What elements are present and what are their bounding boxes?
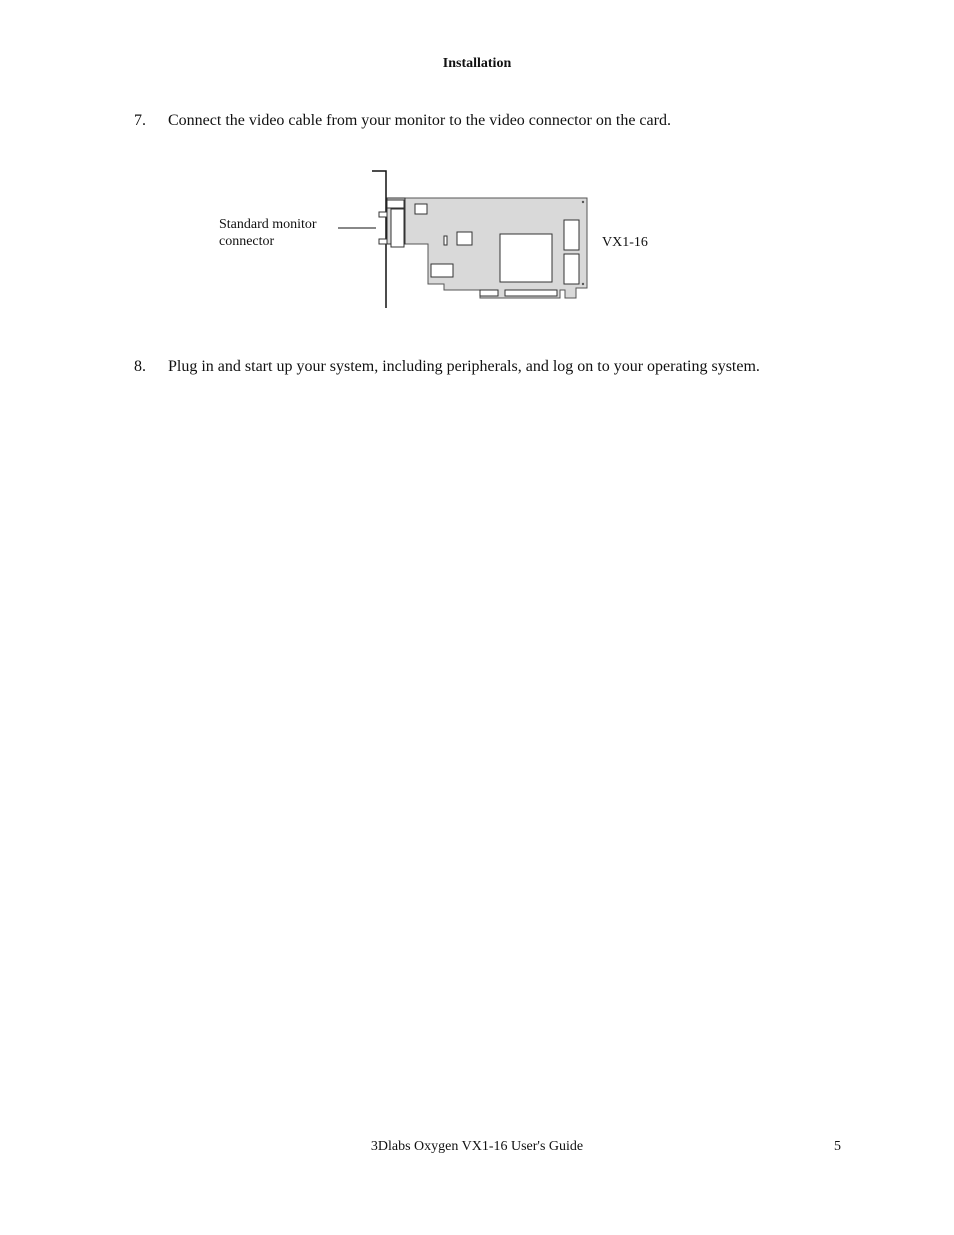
connector-screw-top xyxy=(379,212,387,217)
step-text: Plug in and start up your system, including peripherals, and log on to your operating system. xyxy=(168,358,760,375)
step-7 xyxy=(134,112,671,130)
step-number: 7. xyxy=(134,112,146,129)
chip-tiny xyxy=(444,236,447,245)
edge-contact-long xyxy=(505,290,557,296)
chip-square xyxy=(457,232,472,245)
graphics-card-illustration xyxy=(210,166,680,314)
chip-rect xyxy=(431,264,453,277)
chip-small xyxy=(415,204,427,214)
memory-chip-bottom xyxy=(564,254,579,284)
gpu-chip xyxy=(500,234,552,282)
page-number: 5 xyxy=(834,1139,841,1154)
circuit-board xyxy=(402,198,587,298)
connector-screw-bottom xyxy=(379,239,387,244)
card-diagram xyxy=(210,166,680,314)
edge-contact-short xyxy=(480,290,498,296)
card-label: VX1-16 xyxy=(602,235,648,250)
memory-chip-top xyxy=(564,220,579,250)
page-header: Installation xyxy=(442,56,512,71)
connector-label: Standard monitor connector xyxy=(219,217,317,249)
step-8 xyxy=(134,358,760,376)
step-number: 8. xyxy=(134,358,146,375)
footer-guide-title: 3Dlabs Oxygen VX1-16 User's Guide xyxy=(370,1139,584,1154)
step-text: Connect the video cable from your monitor to the video connector on the card. xyxy=(168,112,671,129)
